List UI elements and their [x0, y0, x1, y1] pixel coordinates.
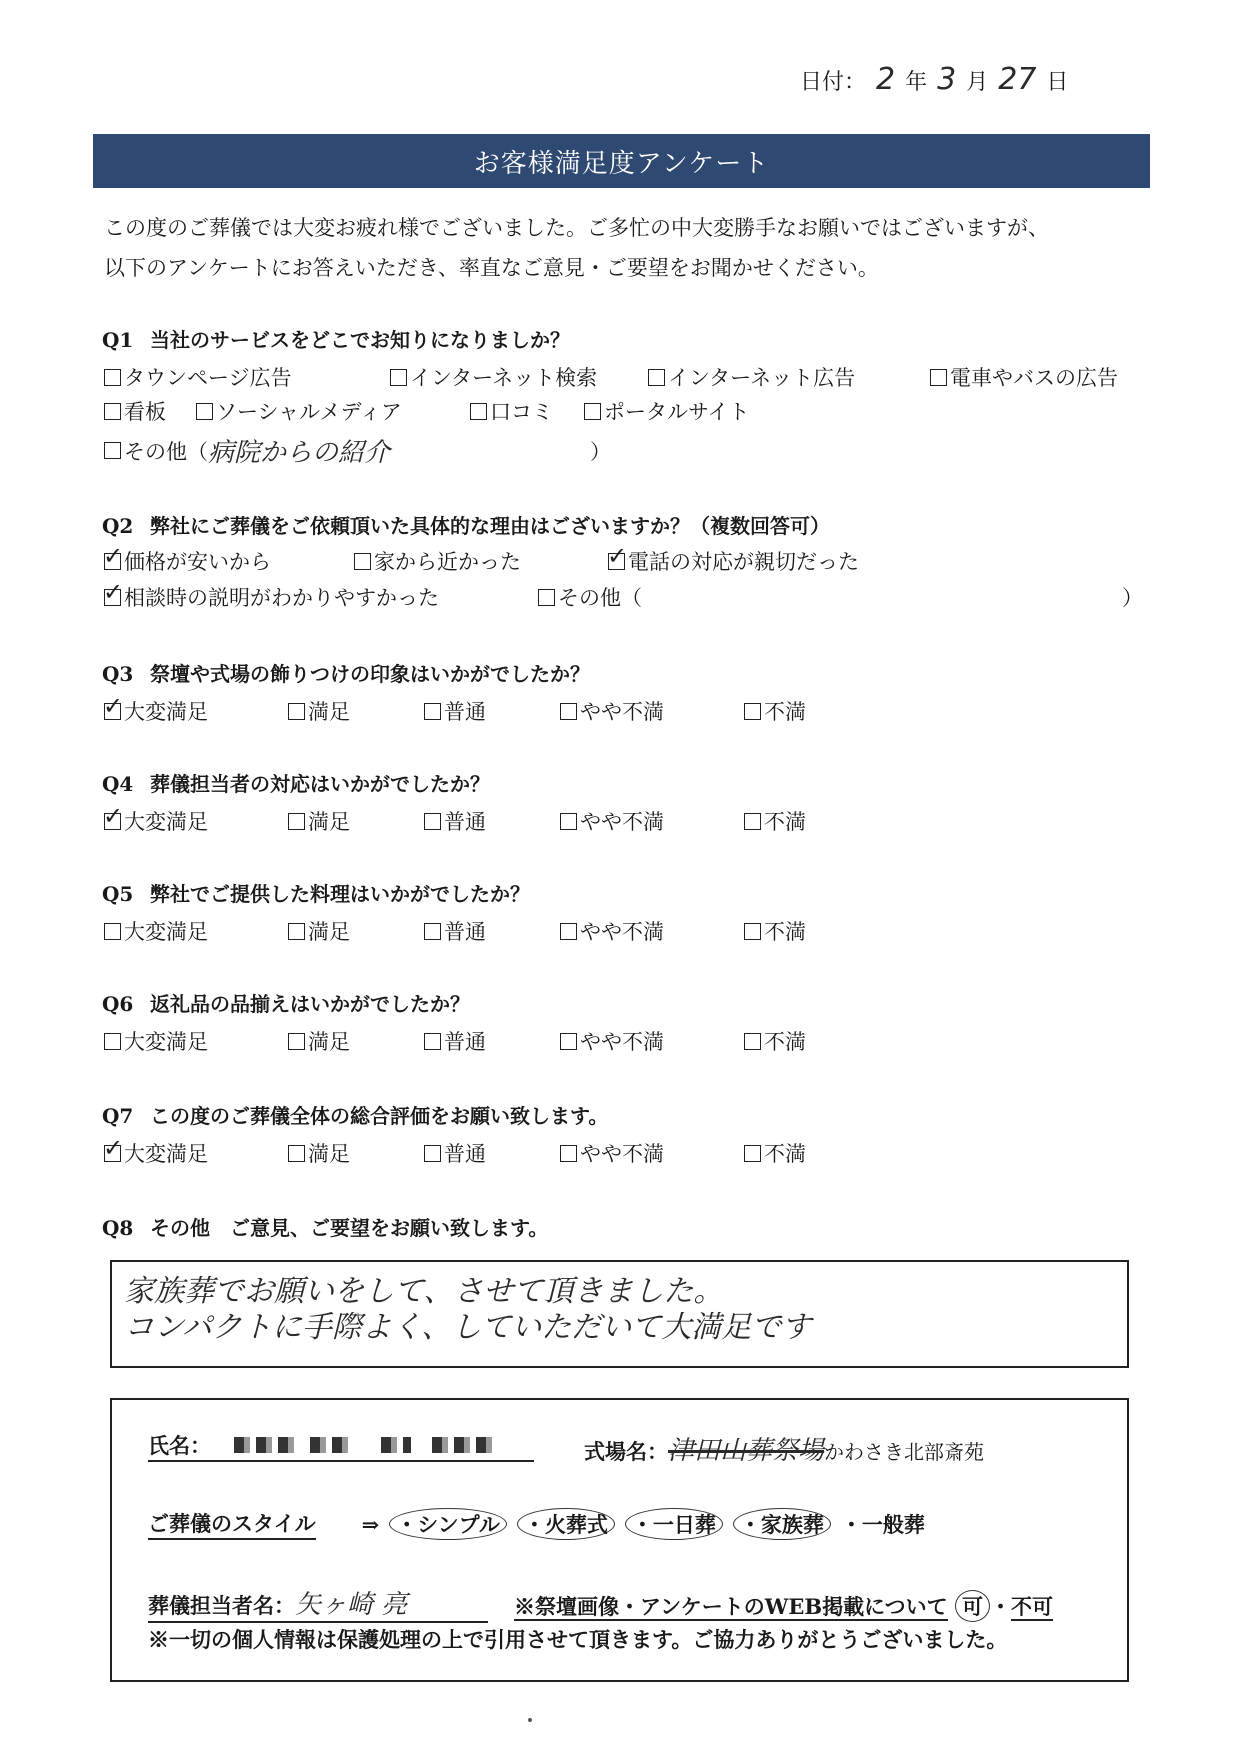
web-consent	[514, 1590, 1053, 1622]
q2-other[interactable]	[538, 582, 1143, 612]
q3-option[interactable]	[288, 696, 350, 726]
q7-heading	[102, 1100, 608, 1129]
style-option[interactable]: ・火葬式	[517, 1508, 615, 1540]
checkbox[interactable]	[560, 1033, 577, 1050]
q1-option[interactable]	[196, 396, 402, 426]
q5-option[interactable]	[744, 916, 806, 946]
date-day-unit: 日	[1046, 70, 1069, 95]
q2-number: Q2	[102, 514, 134, 538]
q7-option[interactable]	[288, 1138, 350, 1168]
option-label: 満足	[308, 700, 350, 724]
checkbox[interactable]	[104, 813, 121, 830]
option-label: 大変満足	[124, 700, 208, 724]
option-label: 価格が安いから	[124, 550, 271, 574]
q3-option[interactable]	[104, 696, 208, 726]
date-label: 日付：	[800, 70, 867, 95]
comment-line-2: コンパクトに手際よく、していただいて大満足です	[124, 1310, 812, 1345]
checkbox[interactable]	[744, 1145, 761, 1162]
checkbox[interactable]	[104, 923, 121, 940]
option-label: 普通	[444, 810, 486, 834]
checkbox[interactable]	[424, 813, 441, 830]
option-label: 普通	[444, 1030, 486, 1054]
checkbox[interactable]	[104, 1145, 121, 1162]
intro-line-1: この度のご葬儀では大変お疲れ様でございました。ご多忙の中大変勝手なお願いではございますが、	[104, 216, 1049, 240]
web-no[interactable]: 不可	[1010, 1594, 1053, 1619]
redacted-name	[432, 1437, 492, 1453]
checkbox[interactable]	[288, 813, 305, 830]
staff-value: 矢ヶ崎 亮	[295, 1590, 408, 1620]
option-label: インターネット広告	[668, 366, 856, 390]
q5-option[interactable]	[560, 916, 664, 946]
checkbox[interactable]	[104, 703, 121, 720]
q8-number: Q8	[102, 1216, 134, 1240]
q2-option[interactable]	[354, 546, 521, 576]
q2-option[interactable]	[104, 582, 439, 612]
q4-text: 葬儀担当者の対応はいかがでしたか？	[150, 772, 490, 796]
venue-value: かわさき北部斎苑	[824, 1442, 985, 1464]
option-label: 口コミ	[490, 400, 553, 424]
option-label: 電車やバスの広告	[950, 366, 1118, 390]
option-label: 電話の対応が親切だった	[628, 550, 859, 574]
checkbox[interactable]	[104, 589, 121, 606]
q4-option[interactable]	[104, 806, 208, 836]
q3-option[interactable]	[744, 696, 806, 726]
name-field[interactable]	[148, 1430, 534, 1462]
web-label: ※祭壇画像・アンケートのWEB掲載について	[514, 1594, 948, 1619]
option-label: やや不満	[580, 1142, 664, 1166]
q1-option[interactable]	[104, 362, 292, 392]
q5-number: Q5	[102, 882, 134, 906]
q1-heading	[102, 324, 570, 353]
option-label: 普通	[444, 700, 486, 724]
option-label: やや不満	[580, 700, 664, 724]
option-label: 不満	[764, 700, 806, 724]
q4-option[interactable]	[560, 806, 664, 836]
web-yes[interactable]: 可	[955, 1590, 990, 1622]
option-label: 満足	[308, 1030, 350, 1054]
checkbox[interactable]	[104, 553, 121, 570]
checkbox[interactable]	[930, 369, 947, 386]
venue-field[interactable]	[584, 1430, 984, 1467]
option-label: その他（	[124, 439, 208, 464]
q6-option[interactable]	[288, 1026, 350, 1056]
checkbox[interactable]	[288, 1145, 305, 1162]
checkbox[interactable]	[424, 923, 441, 940]
checkbox[interactable]	[648, 369, 665, 386]
checkbox[interactable]	[104, 442, 121, 459]
option-label: 看板	[124, 400, 166, 424]
q6-text: 返礼品の品揃えはいかがでしたか？	[150, 992, 470, 1016]
redacted-name	[381, 1437, 411, 1453]
option-label: 家から近かった	[374, 550, 521, 574]
paren-close: ）	[590, 439, 612, 464]
q5-options	[104, 916, 1104, 946]
option-label: 不満	[764, 1030, 806, 1054]
q2-text: 弊社にご葬儀をご依頼頂いた具体的な理由はございますか？（複数回答可）	[150, 514, 830, 538]
name-label: 氏名：	[148, 1433, 211, 1458]
title-bar	[93, 134, 1150, 188]
q7-option[interactable]	[560, 1138, 664, 1168]
q4-option[interactable]	[424, 806, 486, 836]
q8-heading	[102, 1212, 548, 1241]
option-label: その他（	[558, 586, 642, 610]
checkbox[interactable]	[288, 923, 305, 940]
option-label: やや不満	[580, 920, 664, 944]
q4-option[interactable]	[288, 806, 350, 836]
checkbox[interactable]	[744, 923, 761, 940]
q2-option[interactable]	[104, 546, 271, 576]
checkbox[interactable]	[288, 703, 305, 720]
q1-other[interactable]	[104, 432, 611, 469]
date-day: 27	[998, 62, 1037, 97]
checkbox[interactable]	[470, 403, 487, 420]
q3-number: Q3	[102, 662, 134, 686]
checkbox[interactable]	[354, 553, 371, 570]
style-option[interactable]: ・家族葬	[733, 1508, 831, 1540]
q5-option[interactable]	[288, 916, 350, 946]
q6-option[interactable]	[560, 1026, 664, 1056]
q1-option[interactable]	[648, 362, 855, 392]
option-label: ポータルサイト	[604, 400, 750, 424]
q1-option[interactable]	[584, 396, 750, 426]
option-label: やや不満	[580, 1030, 664, 1054]
checkbox[interactable]	[560, 703, 577, 720]
q3-options	[104, 696, 1104, 726]
q4-heading	[102, 768, 490, 797]
venue-label: 式場名：	[584, 1439, 668, 1464]
scan-dot	[528, 1718, 532, 1722]
q5-option[interactable]	[424, 916, 486, 946]
q6-option[interactable]	[424, 1026, 486, 1056]
option-label: 相談時の説明がわかりやすかった	[124, 586, 439, 610]
checkbox[interactable]	[424, 1033, 441, 1050]
checkbox[interactable]	[424, 703, 441, 720]
checkbox[interactable]	[744, 1033, 761, 1050]
arrow-icon: ⇒	[361, 1511, 380, 1537]
q4-options	[104, 806, 1104, 836]
checkbox[interactable]	[584, 403, 601, 420]
q2-option[interactable]	[608, 546, 859, 576]
checkbox[interactable]	[744, 703, 761, 720]
q3-text: 祭壇や式場の飾りつけの印象はいかがでしたか？	[150, 662, 590, 686]
option-label: 満足	[308, 810, 350, 834]
checkbox[interactable]	[104, 1033, 121, 1050]
date-year: 2	[876, 62, 896, 97]
q1-option[interactable]	[470, 396, 553, 426]
checkbox[interactable]	[104, 369, 121, 386]
q5-option[interactable]	[104, 916, 208, 946]
staff-label: 葬儀担当者名：	[148, 1593, 295, 1618]
redacted-name	[310, 1437, 350, 1453]
checkbox[interactable]	[744, 813, 761, 830]
q1-option[interactable]	[104, 396, 166, 426]
q3-option[interactable]	[424, 696, 486, 726]
style-option[interactable]: ・シンプル	[389, 1508, 507, 1540]
web-sep: ・	[989, 1594, 1011, 1619]
option-label: 大変満足	[124, 1142, 208, 1166]
q1-option[interactable]	[390, 362, 597, 392]
option-label: インターネット検索	[410, 366, 598, 390]
comment-line-1: 家族葬でお願いをして、させて頂きました。	[124, 1274, 724, 1309]
checkbox[interactable]	[608, 553, 625, 570]
q7-option[interactable]	[104, 1138, 208, 1168]
paren-close: ）	[1122, 586, 1143, 610]
option-label: やや不満	[580, 810, 664, 834]
q1-text: 当社のサービスをどこでお知りになりましか？	[150, 328, 570, 352]
checkbox[interactable]	[560, 1145, 577, 1162]
style-row	[148, 1508, 925, 1540]
date-line	[800, 62, 1068, 97]
redacted-name	[234, 1437, 294, 1453]
q6-options	[104, 1026, 1104, 1056]
page-title: お客様満足度アンケート	[473, 148, 770, 179]
style-option[interactable]: ・一日葬	[625, 1508, 723, 1540]
option-label: 大変満足	[124, 920, 208, 944]
date-month: 3	[937, 62, 957, 97]
q8-text: その他 ご意見、ご要望をお願い致します。	[150, 1216, 549, 1240]
option-label: 不満	[764, 920, 806, 944]
q7-text: この度のご葬儀全体の総合評価をお願い致します。	[150, 1104, 609, 1128]
option-label: 大変満足	[124, 810, 208, 834]
option-label: ソーシャルメディア	[216, 400, 402, 424]
date-year-unit: 年	[905, 70, 928, 95]
option-label: 満足	[308, 1142, 350, 1166]
q6-number: Q6	[102, 992, 134, 1016]
q1-number: Q1	[102, 328, 134, 352]
q6-heading	[102, 988, 470, 1017]
q3-heading	[102, 658, 590, 687]
option-label: 満足	[308, 920, 350, 944]
venue-struck: 津田山葬祭場	[668, 1436, 825, 1466]
checkbox[interactable]	[288, 1033, 305, 1050]
q6-option[interactable]	[104, 1026, 208, 1056]
q7-option[interactable]	[424, 1138, 486, 1168]
checkbox[interactable]	[560, 813, 577, 830]
intro-line-2: 以下のアンケートにお答えいただき、率直なご意見・ご要望をお聞かせください。	[104, 256, 879, 280]
q7-options	[104, 1138, 1104, 1168]
option-label: 大変満足	[124, 1030, 208, 1054]
q2-heading	[102, 510, 830, 539]
q3-option[interactable]	[560, 696, 664, 726]
q1-option[interactable]	[930, 362, 1118, 392]
date-month-unit: 月	[966, 70, 989, 95]
checkbox[interactable]	[560, 923, 577, 940]
checkbox[interactable]	[390, 369, 407, 386]
checkbox[interactable]	[104, 403, 121, 420]
q5-heading	[102, 878, 530, 907]
q7-option[interactable]	[744, 1138, 806, 1168]
q4-number: Q4	[102, 772, 134, 796]
q7-number: Q7	[102, 1104, 134, 1128]
option-label: タウンページ広告	[124, 366, 292, 390]
staff-field[interactable]	[148, 1584, 488, 1623]
option-label: 普通	[444, 1142, 486, 1166]
option-label: 普通	[444, 920, 486, 944]
style-label: ご葬儀のスタイル	[148, 1508, 316, 1540]
privacy-notice: ※一切の個人情報は保護処理の上で引用させて頂きます。ご協力ありがとうございました。	[148, 1627, 1008, 1652]
q6-option[interactable]	[744, 1026, 806, 1056]
option-label: 不満	[764, 810, 806, 834]
checkbox[interactable]	[196, 403, 213, 420]
checkbox[interactable]	[538, 589, 555, 606]
q1-other-value[interactable]: 病院からの紹介	[208, 438, 391, 468]
checkbox[interactable]	[424, 1145, 441, 1162]
q5-text: 弊社でご提供した料理はいかがでしたか？	[150, 882, 530, 906]
style-option[interactable]: ・一般葬	[840, 1512, 925, 1537]
option-label: 不満	[764, 1142, 806, 1166]
q4-option[interactable]	[744, 806, 806, 836]
